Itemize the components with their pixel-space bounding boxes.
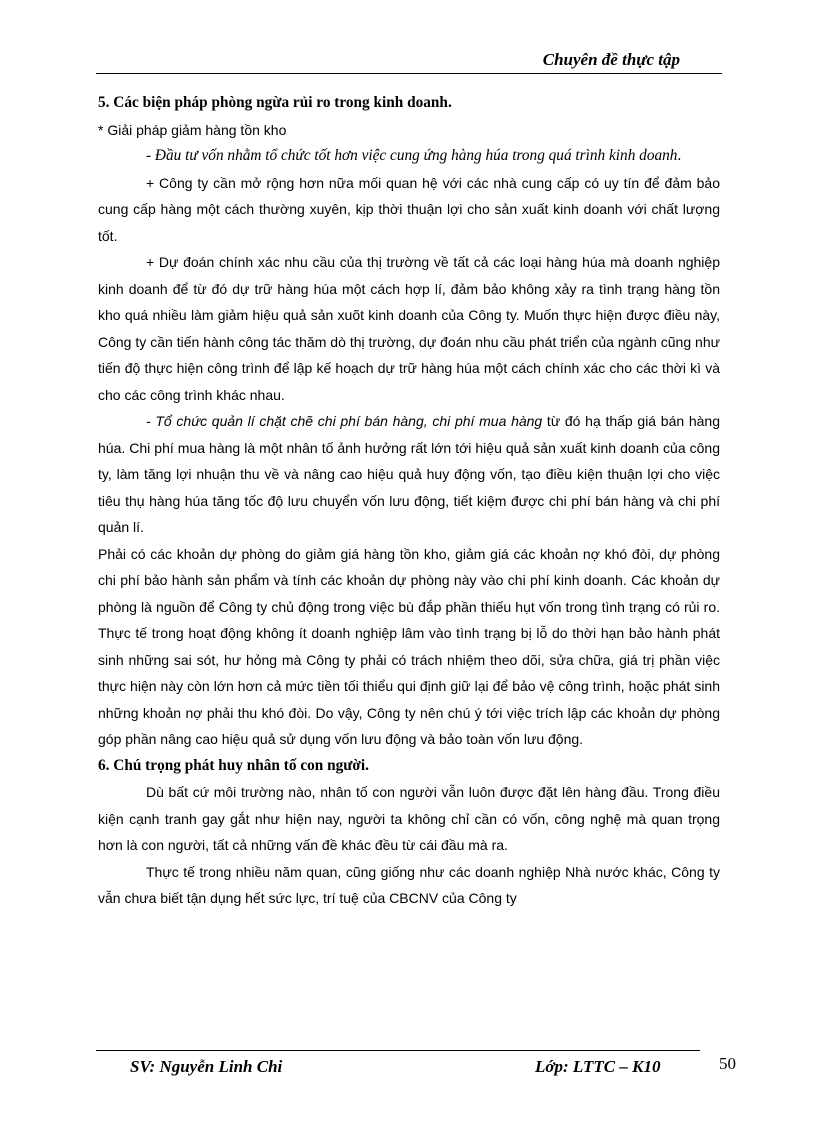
paragraph: + Dự đoán chính xác nhu cầu của thị trường về tất cả các loại hàng húa mà doanh nghiệp kinh doanh để từ đó dự trữ hàng húa một cách hợp lí, đảm bảo không xảy ra tình trạng hàng tồn kho quá nhiều làm giảm hiệu quả sản xuõt kinh doanh của Công ty. Muốn thực hiện được điều này, Công ty cần tiến hành công tác thăm dò thị trường, dự đoán nhu cầu phát triển của ngành cũng như tiến độ thực hiện công trình để lập kế hoạch dự trữ hàng húa một cách chính xác cho các thời kì và cho các công trình khác nhau. (98, 254, 720, 403)
paragraph-text: từ đó hạ thấp giá bán hàng húa. Chi phí mua hàng là một nhân tố ảnh hưởng rất lớn tới hiệu quả sản xuất kinh doanh của công ty, làm tăng lợi nhuận thu về và nâng cao hiệu quả huy động vốn, tạo điều kiện thuận lợi cho việc tiêu thụ hàng húa tăng tốc độ lưu chuyển vốn lưu động, tiết kiệm được chi phí bán hàng và chi phí quản lí. (98, 413, 720, 535)
paragraph: Dù bất cứ môi trường nào, nhân tố con người vẫn luôn được đặt lên hàng đầu. Trong điều kiện cạnh tranh gay gắt như hiện nay, người ta không chỉ cần có vốn, công nghệ mà quan trọng hơn là con người, tất cả những vấn đề khác đều từ cái đầu mà ra. (98, 784, 720, 853)
page-header-title: Chuyên đề thực tập (542, 50, 680, 69)
header-rule (96, 73, 722, 74)
paragraph (98, 143, 720, 170)
footer-class-label: Lớp: LTTC – K10 (535, 1057, 661, 1076)
italic-text: - Tổ chức quản lí chặt chẽ chi phí bán hàng, chi phí mua hàng (146, 413, 543, 429)
paragraph: + Công ty cần mở rộng hơn nữa mối quan hệ với các nhà cung cấp có uy tín để đảm bảo cung cấp hàng một cách thường xuyên, kịp thời thuận lợi cho sản xuất kinh doanh với chất lượng tốt. (98, 174, 720, 244)
footer-rule (96, 1050, 700, 1051)
sub-heading: * Giải pháp giảm hàng tồn kho (98, 121, 287, 138)
section-heading-5: 5. Các biện pháp phòng ngừa rủi ro trong kinh doanh. (98, 94, 452, 111)
page-content (98, 90, 720, 912)
paragraph (98, 408, 720, 541)
paragraph: Phải có các khoản dự phòng do giảm giá hàng tồn kho, giảm giá các khoản nợ khó đòi, dự phòng chi phí bảo hành sản phẩm và tính các khoản dự phòng này vào chi phí kinh doanh. Các khoản dự phòng là nguồn để Công ty chủ động trong việc bù đắp phần thiếu hụt vốn trong tình trạng có rủi ro. Thực tế trong hoạt động không ít doanh nghiệp lâm vào tình trạng bị lỗ do thời hạn bảo hành phát sinh những sai sót, hư hỏng mà Công ty phải có trách nhiệm theo dõi, sửa chữa, giá trị phần việc thực hiện này còn lớn hơn cả mức tiền tối thiểu qui định giữ lại để bảo vệ công trình, hoặc phát sinh những khoản nợ phải thu khó đòi. Do vậy, Công ty nên chú ý tới việc trích lập các khoản dự phòng góp phần nâng cao hiệu quả sử dụng vốn lưu động và bảo toàn vốn lưu động. (98, 545, 720, 747)
footer-student-name: SV: Nguyễn Linh Chi (130, 1057, 283, 1076)
paragraph-text: . (677, 147, 682, 164)
paragraph: Thực tế trong nhiều năm quan, cũng giống như các doanh nghiệp Nhà nước khác, Công ty vẫn chưa biết tận dụng hết sức lực, trí tuệ của CBCNV của Công ty (98, 863, 720, 906)
page-number: 50 (719, 1054, 736, 1073)
section-heading-6: 6. Chú trọng phát huy nhân tố con người. (98, 756, 369, 774)
italic-text: - Đầu tư vốn nhằm tổ chức tốt hơn việc cung ứng hàng húa trong quá trình kinh doanh (146, 147, 678, 164)
